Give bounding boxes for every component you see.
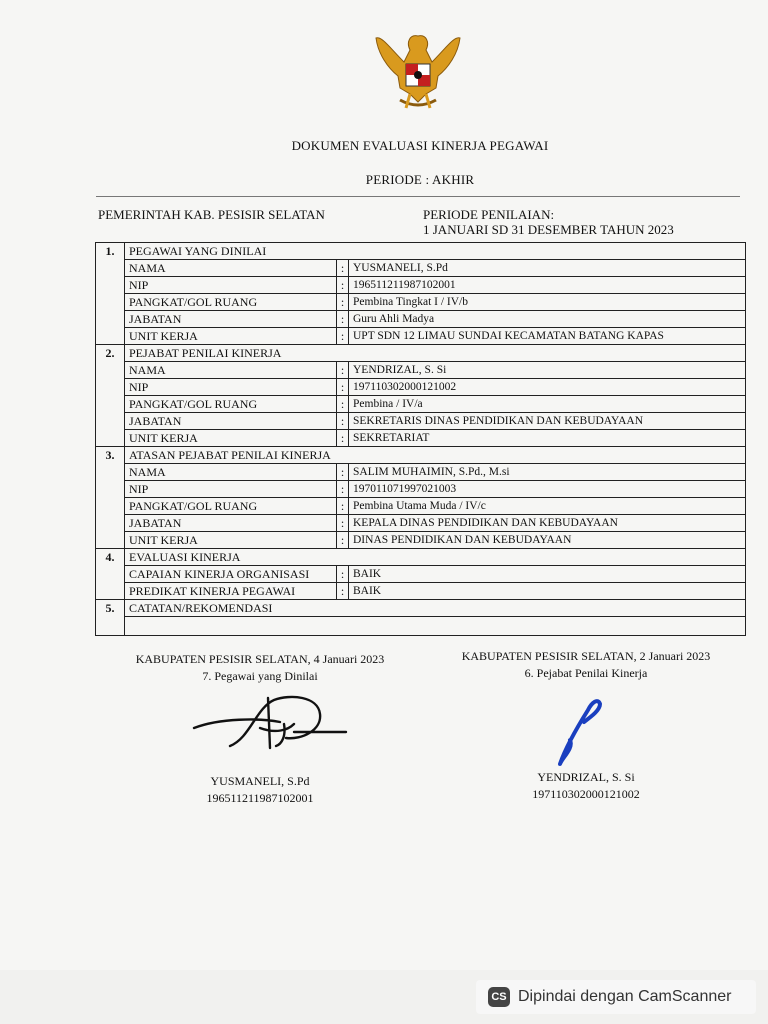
colon-separator: : <box>337 260 349 277</box>
number-spacer <box>96 260 125 277</box>
colon-separator: : <box>337 396 349 413</box>
field-label: NIP <box>125 481 337 498</box>
section-number: 3. <box>96 447 125 464</box>
section-title: EVALUASI KINERJA <box>125 549 746 566</box>
field-label: CAPAIAN KINERJA ORGANISASI <box>125 566 337 583</box>
assessment-period <box>423 207 674 237</box>
notes-cell <box>125 617 746 636</box>
table-row <box>96 294 746 311</box>
field-label: UNIT KERJA <box>125 430 337 447</box>
colon-separator: : <box>337 379 349 396</box>
section-header-row <box>96 549 746 566</box>
number-spacer <box>96 277 125 294</box>
table-row <box>96 532 746 549</box>
number-spacer <box>96 430 125 447</box>
field-value: YENDRIZAL, S. Si <box>349 362 746 379</box>
table-row <box>96 311 746 328</box>
section-header-row <box>96 243 746 260</box>
section-number: 2. <box>96 345 125 362</box>
camscanner-text: Dipindai dengan CamScanner <box>518 988 732 1005</box>
number-spacer <box>96 617 125 636</box>
field-value: BAIK <box>349 583 746 600</box>
section-number: 5. <box>96 600 125 617</box>
assessment-period-label: PERIODE PENILAIAN: <box>423 207 555 222</box>
field-value: 197110302000121002 <box>349 379 746 396</box>
section-number: 1. <box>96 243 125 260</box>
number-spacer <box>96 481 125 498</box>
right-signer-nip: 197110302000121002 <box>532 787 640 801</box>
evaluation-table <box>95 242 746 636</box>
field-value: Guru Ahli Madya <box>349 311 746 328</box>
field-value: BAIK <box>349 566 746 583</box>
field-label: PREDIKAT KINERJA PEGAWAI <box>125 583 337 600</box>
field-value: Pembina Utama Muda / IV/c <box>349 498 746 515</box>
table-row <box>96 583 746 600</box>
table-row <box>96 362 746 379</box>
field-label: PANGKAT/GOL RUANG <box>125 498 337 515</box>
field-label: JABATAN <box>125 515 337 532</box>
section-title: CATATAN/REKOMENDASI <box>125 600 746 617</box>
field-label: NAMA <box>125 362 337 379</box>
table-row <box>96 413 746 430</box>
field-label: NAMA <box>125 260 337 277</box>
number-spacer <box>96 362 125 379</box>
table-row <box>96 566 746 583</box>
section-title: PEJABAT PENILAI KINERJA <box>125 345 746 362</box>
colon-separator: : <box>337 532 349 549</box>
field-value: Pembina / IV/a <box>349 396 746 413</box>
table-row <box>96 328 746 345</box>
field-value: SEKRETARIAT <box>349 430 746 447</box>
number-spacer <box>96 379 125 396</box>
table-row <box>96 396 746 413</box>
table-row <box>96 481 746 498</box>
field-label: UNIT KERJA <box>125 532 337 549</box>
garuda-emblem-icon <box>366 28 470 124</box>
section-header-row <box>96 345 746 362</box>
field-value: UPT SDN 12 LIMAU SUNDAI KECAMATAN BATANG KAPAS <box>349 328 746 345</box>
empty-notes-row <box>96 617 746 636</box>
camscanner-badge <box>476 980 756 1014</box>
left-role: 7. Pegawai yang Dinilai <box>202 669 318 683</box>
right-signer-name: YENDRIZAL, S. Si <box>537 770 635 784</box>
left-signer-nip: 196511211987102001 <box>206 791 314 805</box>
number-spacer <box>96 515 125 532</box>
field-label: JABATAN <box>125 413 337 430</box>
assessment-period-value: 1 JANUARI SD 31 DESEMBER TAHUN 2023 <box>423 222 674 237</box>
section-header-row <box>96 600 746 617</box>
colon-separator: : <box>337 430 349 447</box>
field-value: 197011071997021003 <box>349 481 746 498</box>
field-label: NIP <box>125 379 337 396</box>
camscanner-logo-icon: CS <box>488 987 510 1007</box>
colon-separator: : <box>337 481 349 498</box>
section-number: 4. <box>96 549 125 566</box>
divider <box>96 196 740 197</box>
section-title: PEGAWAI YANG DINILAI <box>125 243 746 260</box>
period-label: PERIODE : AKHIR <box>365 172 475 187</box>
field-value: YUSMANELI, S.Pd <box>349 260 746 277</box>
field-label: UNIT KERJA <box>125 328 337 345</box>
right-signature-icon <box>548 696 608 770</box>
colon-separator: : <box>337 328 349 345</box>
field-value: DINAS PENDIDIKAN DAN KEBUDAYAAN <box>349 532 746 549</box>
colon-separator: : <box>337 413 349 430</box>
table-row <box>96 515 746 532</box>
left-place-date: KABUPATEN PESISIR SELATAN, 4 Januari 2023 <box>135 652 385 666</box>
number-spacer <box>96 498 125 515</box>
number-spacer <box>96 583 125 600</box>
number-spacer <box>96 566 125 583</box>
document-title: DOKUMEN EVALUASI KINERJA PEGAWAI <box>291 138 549 153</box>
colon-separator: : <box>337 464 349 481</box>
left-signer-name: YUSMANELI, S.Pd <box>210 774 310 788</box>
colon-separator: : <box>337 583 349 600</box>
colon-separator: : <box>337 566 349 583</box>
institution-name: PEMERINTAH KAB. PESISIR SELATAN <box>98 207 325 222</box>
right-place-date: KABUPATEN PESISIR SELATAN, 2 Januari 2023 <box>461 649 711 663</box>
right-role: 6. Pejabat Penilai Kinerja <box>524 666 648 680</box>
field-value: KEPALA DINAS PENDIDIKAN DAN KEBUDAYAAN <box>349 515 746 532</box>
field-value: SALIM MUHAIMIN, S.Pd., M.si <box>349 464 746 481</box>
number-spacer <box>96 396 125 413</box>
colon-separator: : <box>337 311 349 328</box>
left-signature-icon <box>190 688 350 758</box>
section-title: ATASAN PEJABAT PENILAI KINERJA <box>125 447 746 464</box>
section-header-row <box>96 447 746 464</box>
field-label: JABATAN <box>125 311 337 328</box>
field-label: NAMA <box>125 464 337 481</box>
number-spacer <box>96 464 125 481</box>
table-row <box>96 498 746 515</box>
number-spacer <box>96 328 125 345</box>
number-spacer <box>96 532 125 549</box>
field-label: PANGKAT/GOL RUANG <box>125 396 337 413</box>
table-row <box>96 464 746 481</box>
table-row <box>96 277 746 294</box>
colon-separator: : <box>337 362 349 379</box>
table-row <box>96 260 746 277</box>
colon-separator: : <box>337 515 349 532</box>
number-spacer <box>96 413 125 430</box>
table-row <box>96 430 746 447</box>
number-spacer <box>96 311 125 328</box>
colon-separator: : <box>337 498 349 515</box>
colon-separator: : <box>337 294 349 311</box>
field-value: 196511211987102001 <box>349 277 746 294</box>
table-row <box>96 379 746 396</box>
field-label: PANGKAT/GOL RUANG <box>125 294 337 311</box>
colon-separator: : <box>337 277 349 294</box>
field-label: NIP <box>125 277 337 294</box>
field-value: SEKRETARIS DINAS PENDIDIKAN DAN KEBUDAYAAN <box>349 413 746 430</box>
field-value: Pembina Tingkat I / IV/b <box>349 294 746 311</box>
number-spacer <box>96 294 125 311</box>
